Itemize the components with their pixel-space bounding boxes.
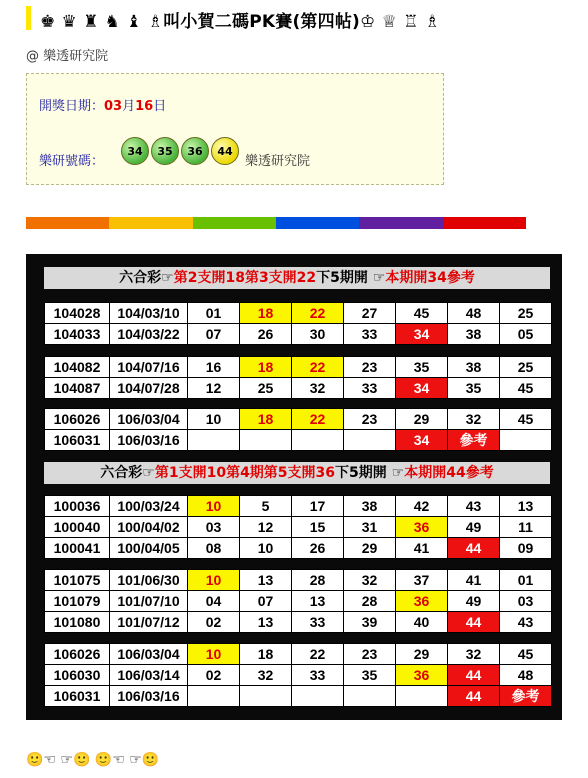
number-cell: 16 [188, 357, 240, 378]
table-row [45, 324, 552, 345]
draw-number-cell: 104082 [45, 357, 110, 378]
number-cell: 18 [240, 357, 292, 378]
footer-emoji: 🙂☜ ☞🙂 🙂☜ ☞🙂 [26, 752, 160, 768]
page-title: ♚ ♛ ♜ ♞ ♝ ♗叫小賀二碼PK賽(第四帖)♔ ♕ ♖ ♗ [40, 12, 441, 32]
draw-date-cell: 100/04/02 [110, 517, 188, 538]
number-cell: 31 [344, 517, 396, 538]
table-row [45, 612, 552, 633]
section-header [44, 462, 550, 484]
number-cell: 參考 [448, 430, 500, 451]
number-cell: 23 [344, 357, 396, 378]
draw-number-cell: 100040 [45, 517, 110, 538]
number-cell: 29 [344, 538, 396, 559]
number-cell: 29 [396, 644, 448, 665]
section-header [44, 267, 550, 289]
number-cell: 32 [448, 644, 500, 665]
number-cell: 37 [396, 570, 448, 591]
number-cell: 12 [240, 517, 292, 538]
draw-date-cell: 106/03/16 [110, 430, 188, 451]
table-row [45, 570, 552, 591]
number-cell: 30 [292, 324, 344, 345]
section-header-part: 第1支開10第4期第5支開36 [154, 465, 336, 481]
number-cell: 10 [188, 570, 240, 591]
number-cell: 33 [292, 665, 344, 686]
table-row [45, 303, 552, 324]
number-cell: 35 [448, 378, 500, 399]
number-cell: 18 [240, 303, 292, 324]
number-cell: 44 [448, 665, 500, 686]
draw-number-cell: 106030 [45, 665, 110, 686]
draw-number-cell: 104087 [45, 378, 110, 399]
number-cell: 03 [500, 591, 552, 612]
draw-number-cell: 106031 [45, 430, 110, 451]
results-table [44, 569, 552, 633]
number-cell: 01 [500, 570, 552, 591]
number-cell [344, 430, 396, 451]
rainbow-segment [193, 217, 276, 229]
table-row [45, 430, 552, 451]
number-cell: 15 [292, 517, 344, 538]
number-cell: 45 [500, 378, 552, 399]
draw-date-cell: 104/07/28 [110, 378, 188, 399]
table-row [45, 517, 552, 538]
number-cell: 44 [448, 612, 500, 633]
number-cell [240, 686, 292, 707]
number-cell: 參考 [500, 686, 552, 707]
draw-date [39, 95, 166, 114]
number-cell: 34 [396, 378, 448, 399]
number-cell [188, 430, 240, 451]
number-cell: 28 [292, 570, 344, 591]
number-cell: 40 [396, 612, 448, 633]
draw-number-cell: 106026 [45, 409, 110, 430]
table-row [45, 665, 552, 686]
section-header-part: 六合彩☞ [119, 270, 174, 286]
number-cell: 39 [344, 612, 396, 633]
info-box [26, 73, 444, 185]
draw-date-cell: 106/03/16 [110, 686, 188, 707]
results-table [44, 356, 552, 399]
draw-number-cell: 106026 [45, 644, 110, 665]
number-cell: 35 [344, 665, 396, 686]
draw-date-month: 03 [104, 99, 123, 114]
number-cell: 36 [396, 591, 448, 612]
table-row [45, 644, 552, 665]
number-cell [240, 430, 292, 451]
number-cell: 34 [396, 430, 448, 451]
number-cell: 22 [292, 357, 344, 378]
draw-date-month-unit: 月 [122, 99, 136, 114]
rainbow-divider [26, 217, 526, 229]
number-cell: 22 [292, 644, 344, 665]
number-cell: 41 [448, 570, 500, 591]
number-cell: 33 [292, 612, 344, 633]
rainbow-segment [26, 217, 109, 229]
number-cell: 10 [240, 538, 292, 559]
section-header-part: 本期開44參考 [404, 465, 494, 481]
draw-date-cell: 101/07/10 [110, 591, 188, 612]
table-row [45, 496, 552, 517]
draw-number-cell: 101075 [45, 570, 110, 591]
table-row [45, 409, 552, 430]
number-cell: 12 [188, 378, 240, 399]
draw-date-cell: 106/03/04 [110, 644, 188, 665]
number-cell: 5 [240, 496, 292, 517]
draw-date-cell: 106/03/14 [110, 665, 188, 686]
number-cell: 38 [448, 324, 500, 345]
number-cell: 48 [448, 303, 500, 324]
code-label: 樂研號碼： [39, 154, 105, 169]
number-cell: 45 [396, 303, 448, 324]
number-cell: 02 [188, 612, 240, 633]
number-cell: 43 [448, 496, 500, 517]
number-cell: 41 [396, 538, 448, 559]
number-cell: 44 [448, 686, 500, 707]
source-text: 樂透研究院 [245, 154, 311, 169]
ball-row [121, 137, 239, 165]
number-cell: 45 [500, 409, 552, 430]
draw-number-cell: 101079 [45, 591, 110, 612]
number-cell: 22 [292, 409, 344, 430]
table-row [45, 686, 552, 707]
rainbow-segment [109, 217, 192, 229]
number-cell: 29 [396, 409, 448, 430]
number-cell: 49 [448, 517, 500, 538]
section-header-part: 下5期開 ☞ [335, 465, 405, 481]
results-table [44, 643, 552, 707]
number-cell: 13 [240, 570, 292, 591]
table-row [45, 357, 552, 378]
number-cell: 07 [240, 591, 292, 612]
title-accent [26, 6, 31, 30]
number-cell [188, 686, 240, 707]
section-header-part: 本期開34參考 [385, 270, 475, 286]
number-cell: 33 [344, 378, 396, 399]
table-row [45, 591, 552, 612]
byline: @ 樂透研究院 [26, 49, 109, 64]
number-ball: 36 [181, 137, 209, 165]
draw-date-cell: 101/06/30 [110, 570, 188, 591]
number-cell: 28 [344, 591, 396, 612]
table-row [45, 378, 552, 399]
rainbow-segment [276, 217, 359, 229]
draw-date-cell: 104/03/10 [110, 303, 188, 324]
draw-number-cell: 104028 [45, 303, 110, 324]
number-cell: 13 [240, 612, 292, 633]
number-ball: 35 [151, 137, 179, 165]
draw-number-cell: 106031 [45, 686, 110, 707]
number-cell: 38 [448, 357, 500, 378]
number-cell: 32 [240, 665, 292, 686]
draw-date-cell: 101/07/12 [110, 612, 188, 633]
draw-date-label: 開獎日期： [39, 99, 105, 114]
number-cell [292, 430, 344, 451]
draw-date-cell: 104/07/16 [110, 357, 188, 378]
draw-date-cell: 100/03/24 [110, 496, 188, 517]
draw-number-cell: 104033 [45, 324, 110, 345]
rainbow-segment [443, 217, 526, 229]
number-cell: 26 [240, 324, 292, 345]
number-cell [396, 686, 448, 707]
number-cell: 49 [448, 591, 500, 612]
number-cell: 17 [292, 496, 344, 517]
number-cell: 32 [448, 409, 500, 430]
number-cell: 27 [344, 303, 396, 324]
section-header-part: 下5期開 ☞ [316, 270, 386, 286]
number-cell: 32 [292, 378, 344, 399]
number-ball: 34 [121, 137, 149, 165]
number-cell: 25 [500, 303, 552, 324]
number-cell: 23 [344, 409, 396, 430]
number-cell: 25 [500, 357, 552, 378]
draw-number-cell: 100041 [45, 538, 110, 559]
number-cell: 44 [448, 538, 500, 559]
number-cell: 35 [396, 357, 448, 378]
draw-number-cell: 100036 [45, 496, 110, 517]
number-cell: 02 [188, 665, 240, 686]
number-cell: 33 [344, 324, 396, 345]
number-cell: 36 [396, 517, 448, 538]
number-cell: 18 [240, 644, 292, 665]
number-cell: 10 [188, 496, 240, 517]
number-cell: 25 [240, 378, 292, 399]
number-cell: 13 [500, 496, 552, 517]
number-cell: 18 [240, 409, 292, 430]
number-cell: 32 [344, 570, 396, 591]
number-cell [500, 430, 552, 451]
number-cell: 13 [292, 591, 344, 612]
draw-date-cell: 106/03/04 [110, 409, 188, 430]
number-cell: 11 [500, 517, 552, 538]
number-cell: 05 [500, 324, 552, 345]
number-cell: 23 [344, 644, 396, 665]
number-cell: 08 [188, 538, 240, 559]
number-cell: 48 [500, 665, 552, 686]
number-cell [344, 686, 396, 707]
section-header-part: 六合彩☞ [100, 465, 155, 481]
draw-date-day-unit: 日 [153, 99, 167, 114]
number-cell: 36 [396, 665, 448, 686]
draw-number-cell: 101080 [45, 612, 110, 633]
table-row [45, 538, 552, 559]
section-header-part: 第2支開18第3支開22 [173, 270, 317, 286]
number-cell: 10 [188, 409, 240, 430]
number-cell: 03 [188, 517, 240, 538]
number-cell: 22 [292, 303, 344, 324]
number-cell: 34 [396, 324, 448, 345]
draw-date-cell: 104/03/22 [110, 324, 188, 345]
title-bar [26, 6, 566, 30]
rainbow-segment [359, 217, 442, 229]
number-cell: 10 [188, 644, 240, 665]
number-cell: 42 [396, 496, 448, 517]
number-cell: 26 [292, 538, 344, 559]
number-cell: 45 [500, 644, 552, 665]
number-cell [292, 686, 344, 707]
results-table [44, 495, 552, 559]
draw-date-cell: 100/04/05 [110, 538, 188, 559]
results-table [44, 408, 552, 451]
number-cell: 38 [344, 496, 396, 517]
results-table [44, 302, 552, 345]
number-cell: 07 [188, 324, 240, 345]
number-cell: 43 [500, 612, 552, 633]
number-ball: 44 [211, 137, 239, 165]
number-cell: 09 [500, 538, 552, 559]
draw-date-day: 16 [135, 99, 154, 114]
number-cell: 01 [188, 303, 240, 324]
number-cell: 04 [188, 591, 240, 612]
